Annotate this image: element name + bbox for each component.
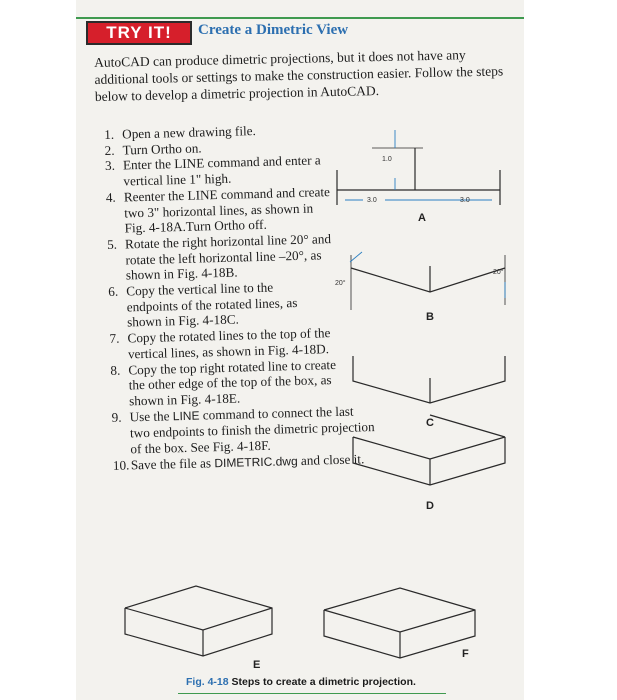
step-item: 4. Reenter the LINE command and create two 3" horizontal lines, as shown in Fig. 4-18A.Turn Ortho off. <box>105 183 331 236</box>
step-item: 2. Turn Ortho on. <box>104 140 202 158</box>
step-item: 6. Copy the vertical line to the endpoints of the rotated lines, as shown in Fig. 4-18C. <box>108 279 298 330</box>
dim-right: 3.0 <box>460 197 470 204</box>
try-it-badge: TRY IT! <box>86 21 192 45</box>
figure-caption <box>186 676 416 688</box>
dim-angle-right: 20° <box>493 269 504 276</box>
fig-b-dim-arc <box>350 252 362 262</box>
fig-b-rotated-lines <box>351 268 505 292</box>
fig-label-c: C <box>426 417 434 429</box>
intro-paragraph: AutoCAD can produce dimetric projections, but it does not have any additional tools or settings to make the construction easier. Follow the steps below to develop a dimetric projection in AutoCAD. <box>94 47 504 104</box>
fig-label-b: B <box>426 311 434 323</box>
step-item: 8. Copy the top right rotated line to create the other edge of the top of the box, as shown in Fig. 4-18E. <box>110 356 337 409</box>
dim-angle-left: 20° <box>335 280 346 287</box>
fig-label-a: A <box>418 212 426 224</box>
dim-left: 3.0 <box>367 197 377 204</box>
step-item: 5. Rotate the right horizontal line 20° and rotate the left horizontal line –20°, as shown in Fig. 4-18B. <box>106 231 332 283</box>
step-item: 7. Copy the rotated lines to the top of the vertical lines, as shown in Fig. 4-18D. <box>109 325 331 362</box>
figure-caption-text: Steps to create a dimetric projection. <box>231 676 416 688</box>
step-item: 1. Open a new drawing file. <box>104 123 257 142</box>
section-title: Create a Dimetric View <box>198 22 349 38</box>
fig-c-box-outline <box>353 356 505 403</box>
fig-f-box-edges <box>324 610 475 632</box>
caption-rule <box>178 693 446 694</box>
fig-d-top-edge <box>430 415 505 437</box>
fig-label-f: F <box>462 648 469 660</box>
fig-label-e: E <box>253 659 261 671</box>
step-item: 9. Use the LINE command to connect the last two endpoints to finish the dimetric projection of the box. See Fig. 4-18F. <box>111 403 375 457</box>
step-item: 10. Save the file as DIMETRIC.dwg and close it. <box>112 451 365 473</box>
fig-e-box-edges <box>125 608 272 630</box>
step-item: 3. Enter the LINE command and enter a vertical line 1" high. <box>104 152 321 189</box>
fig-e-box-outline <box>125 586 272 656</box>
fig-label-d: D <box>426 500 434 512</box>
dim-vertical: 1.0 <box>382 156 392 163</box>
fig-d-top-edges <box>353 437 505 459</box>
figure-number: Fig. 4-18 <box>186 676 229 688</box>
